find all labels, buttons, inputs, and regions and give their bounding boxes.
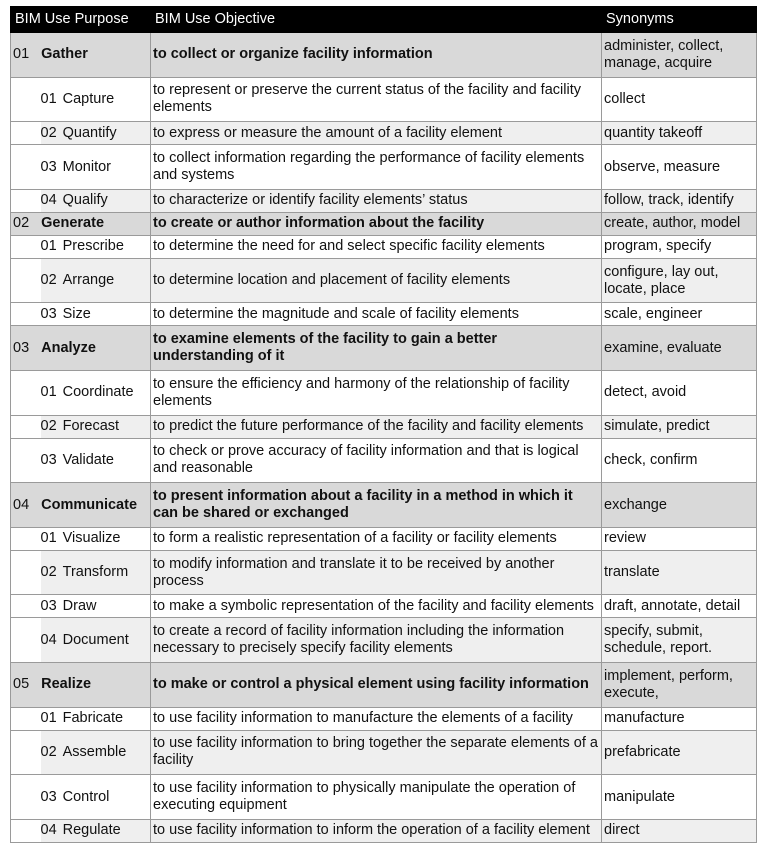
- category-purpose: [11, 326, 151, 371]
- use-purpose: [41, 527, 151, 550]
- indent-cell: [11, 707, 41, 730]
- use-synonyms: translate: [602, 550, 757, 595]
- use-label: Draw: [62, 597, 97, 614]
- use-objective: to make a symbolic representation of the facility and facility elements: [151, 595, 602, 618]
- use-purpose: [41, 707, 151, 730]
- category-purpose: [11, 483, 151, 528]
- use-objective: to represent or preserve the current status of the facility and facility elements: [151, 77, 602, 122]
- use-synonyms: draft, annotate, detail: [602, 595, 757, 618]
- indent-cell: [11, 303, 41, 326]
- table-row: [11, 189, 757, 212]
- use-label: Forecast: [62, 418, 120, 435]
- use-synonyms: direct: [602, 819, 757, 842]
- category-synonyms: create, author, model: [602, 212, 757, 235]
- use-synonyms: prefabricate: [602, 730, 757, 775]
- use-purpose: [41, 618, 151, 663]
- use-label: Visualize: [62, 530, 121, 547]
- table-row: [11, 819, 757, 842]
- category-label: Gather: [41, 46, 88, 63]
- table-row: [11, 122, 757, 145]
- header-synonyms: Synonyms: [602, 7, 757, 33]
- use-label: Quantify: [62, 124, 117, 141]
- use-objective: to ensure the efficiency and harmony of the relationship of facility elements: [151, 370, 602, 415]
- category-synonyms: exchange: [602, 483, 757, 528]
- use-label: Validate: [62, 451, 114, 468]
- category-synonyms: administer, collect, manage, acquire: [602, 33, 757, 78]
- header-objective: BIM Use Objective: [151, 7, 602, 33]
- use-synonyms: quantity takeoff: [602, 122, 757, 145]
- use-synonyms: scale, engineer: [602, 303, 757, 326]
- use-number: 04: [40, 822, 57, 839]
- use-label: Transform: [62, 564, 129, 581]
- use-synonyms: follow, track, identify: [602, 189, 757, 212]
- table-row: [11, 145, 757, 190]
- indent-cell: [11, 258, 41, 303]
- use-synonyms: specify, submit, schedule, report.: [602, 618, 757, 663]
- use-number: 03: [40, 451, 57, 468]
- category-objective: to examine elements of the facility to gain a better understanding of it: [151, 326, 602, 371]
- use-number: 03: [40, 597, 57, 614]
- category-objective: to collect or organize facility information: [151, 33, 602, 78]
- category-label: Generate: [41, 215, 105, 232]
- category-number: 02: [13, 215, 30, 232]
- indent-cell: [11, 77, 41, 122]
- use-objective: to use facility information to manufacture the elements of a facility: [151, 707, 602, 730]
- use-number: 01: [40, 238, 57, 255]
- category-label: Analyze: [41, 339, 96, 356]
- use-objective: to use facility information to inform the operation of a facility element: [151, 819, 602, 842]
- category-row: [11, 33, 757, 78]
- category-objective: to make or control a physical element using facility information: [151, 663, 602, 708]
- indent-cell: [11, 370, 41, 415]
- table-row: [11, 77, 757, 122]
- indent-cell: [11, 819, 41, 842]
- use-objective: to create a record of facility information including the information necessary to precisely specify facility elements: [151, 618, 602, 663]
- use-number: 02: [40, 272, 57, 289]
- category-objective: to present information about a facility in a method in which it can be shared or exchanged: [151, 483, 602, 528]
- bim-uses-table: [10, 6, 757, 843]
- table-row: [11, 595, 757, 618]
- table-row: [11, 550, 757, 595]
- table-body: [11, 33, 757, 843]
- use-purpose: [41, 550, 151, 595]
- use-label: Regulate: [62, 822, 121, 839]
- table-row: [11, 258, 757, 303]
- table-row: [11, 415, 757, 438]
- header-row: [11, 7, 757, 33]
- indent-cell: [11, 122, 41, 145]
- indent-cell: [11, 145, 41, 190]
- use-purpose: [41, 438, 151, 483]
- use-number: 03: [40, 788, 57, 805]
- category-synonyms: implement, perform, execute,: [602, 663, 757, 708]
- category-row: [11, 326, 757, 371]
- use-synonyms: configure, lay out, locate, place: [602, 258, 757, 303]
- table-row: [11, 370, 757, 415]
- use-purpose: [41, 730, 151, 775]
- use-number: 02: [40, 124, 57, 141]
- category-number: 03: [13, 339, 30, 356]
- use-number: 02: [40, 418, 57, 435]
- table-row: [11, 707, 757, 730]
- use-objective: to determine location and placement of facility elements: [151, 258, 602, 303]
- use-objective: to express or measure the amount of a facility element: [151, 122, 602, 145]
- use-purpose: [41, 235, 151, 258]
- use-number: 01: [40, 710, 57, 727]
- indent-cell: [11, 235, 41, 258]
- use-number: 03: [40, 305, 57, 322]
- use-objective: to collect information regarding the performance of facility elements and systems: [151, 145, 602, 190]
- use-label: Monitor: [62, 158, 111, 175]
- use-objective: to use facility information to bring together the separate elements of a facility: [151, 730, 602, 775]
- use-synonyms: manipulate: [602, 775, 757, 820]
- use-number: 02: [40, 743, 57, 760]
- use-objective: to use facility information to physically manipulate the operation of executing equipment: [151, 775, 602, 820]
- use-purpose: [41, 303, 151, 326]
- use-purpose: [41, 370, 151, 415]
- use-synonyms: program, specify: [602, 235, 757, 258]
- indent-cell: [11, 550, 41, 595]
- category-objective: to create or author information about the facility: [151, 212, 602, 235]
- use-label: Document: [62, 631, 129, 648]
- use-number: 01: [40, 90, 57, 107]
- use-number: 04: [40, 631, 57, 648]
- use-purpose: [41, 775, 151, 820]
- use-synonyms: simulate, predict: [602, 415, 757, 438]
- use-synonyms: manufacture: [602, 707, 757, 730]
- category-purpose: [11, 212, 151, 235]
- use-label: Arrange: [62, 272, 115, 289]
- table-row: [11, 438, 757, 483]
- use-label: Fabricate: [62, 710, 124, 727]
- use-synonyms: collect: [602, 77, 757, 122]
- use-purpose: [41, 258, 151, 303]
- use-objective: to check or prove accuracy of facility information and that is logical and reasonable: [151, 438, 602, 483]
- category-row: [11, 212, 757, 235]
- category-number: 01: [13, 46, 30, 63]
- use-label: Qualify: [62, 192, 108, 209]
- use-purpose: [41, 122, 151, 145]
- table-row: [11, 775, 757, 820]
- category-row: [11, 663, 757, 708]
- indent-cell: [11, 618, 41, 663]
- category-purpose: [11, 33, 151, 78]
- use-synonyms: review: [602, 527, 757, 550]
- indent-cell: [11, 730, 41, 775]
- indent-cell: [11, 527, 41, 550]
- table-row: [11, 303, 757, 326]
- table-row: [11, 235, 757, 258]
- indent-cell: [11, 595, 41, 618]
- category-number: 05: [13, 676, 30, 693]
- use-objective: to modify information and translate it to be received by another process: [151, 550, 602, 595]
- use-synonyms: check, confirm: [602, 438, 757, 483]
- use-label: Capture: [62, 90, 115, 107]
- use-objective: to determine the need for and select specific facility elements: [151, 235, 602, 258]
- category-purpose: [11, 663, 151, 708]
- category-label: Communicate: [41, 496, 138, 513]
- category-number: 04: [13, 496, 30, 513]
- use-label: Control: [62, 788, 110, 805]
- use-objective: to determine the magnitude and scale of facility elements: [151, 303, 602, 326]
- use-purpose: [41, 819, 151, 842]
- use-purpose: [41, 189, 151, 212]
- use-synonyms: observe, measure: [602, 145, 757, 190]
- category-synonyms: examine, evaluate: [602, 326, 757, 371]
- use-number: 04: [40, 192, 57, 209]
- use-label: Assemble: [62, 743, 127, 760]
- indent-cell: [11, 189, 41, 212]
- use-number: 02: [40, 564, 57, 581]
- category-row: [11, 483, 757, 528]
- category-label: Realize: [41, 676, 92, 693]
- use-synonyms: detect, avoid: [602, 370, 757, 415]
- use-purpose: [41, 595, 151, 618]
- header-purpose: BIM Use Purpose: [11, 7, 151, 33]
- indent-cell: [11, 415, 41, 438]
- table-row: [11, 527, 757, 550]
- indent-cell: [11, 438, 41, 483]
- use-label: Prescribe: [62, 238, 124, 255]
- use-purpose: [41, 415, 151, 438]
- table-row: [11, 730, 757, 775]
- use-objective: to characterize or identify facility elements’ status: [151, 189, 602, 212]
- use-number: 01: [40, 384, 57, 401]
- use-label: Coordinate: [62, 384, 134, 401]
- use-number: 03: [40, 158, 57, 175]
- use-objective: to predict the future performance of the facility and facility elements: [151, 415, 602, 438]
- use-number: 01: [40, 530, 57, 547]
- use-objective: to form a realistic representation of a facility or facility elements: [151, 527, 602, 550]
- use-label: Size: [62, 305, 91, 322]
- use-purpose: [41, 145, 151, 190]
- use-purpose: [41, 77, 151, 122]
- table-row: [11, 618, 757, 663]
- indent-cell: [11, 775, 41, 820]
